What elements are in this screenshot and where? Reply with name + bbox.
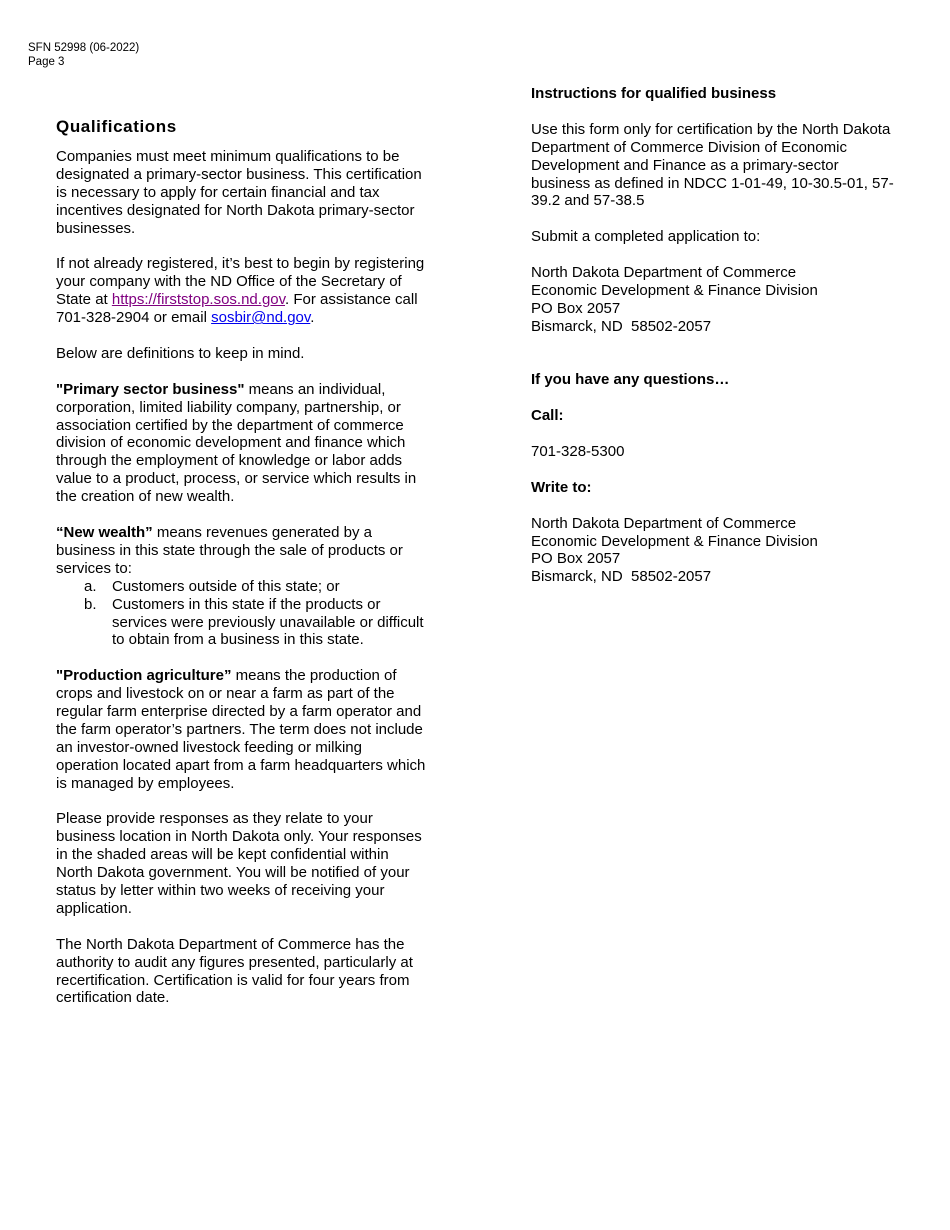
list-item — [56, 596, 428, 650]
right-column — [531, 85, 901, 604]
new-wealth-definition — [56, 524, 428, 578]
page-header — [28, 42, 139, 69]
definitions-intro: Below are definitions to keep in mind. — [56, 344, 305, 362]
submit-label: Submit a completed application to: — [531, 228, 761, 246]
form-number: SFN 52998 (06-2022) — [28, 42, 140, 54]
list-marker: b. — [84, 595, 97, 613]
address-line: PO Box 2057 — [531, 299, 621, 317]
phone-number: 701-328-5300 — [531, 443, 625, 461]
register-end: . — [310, 309, 315, 327]
address-line: Economic Development & Finance Division — [531, 532, 818, 550]
address-line: PO Box 2057 — [531, 550, 621, 568]
list-item-text: Customers outside of this state; or — [112, 577, 340, 595]
write-address — [531, 515, 901, 587]
spacer — [531, 354, 901, 372]
write-label: Write to: — [531, 478, 592, 496]
primary-sector-text: means an individual, corporation, limited liability company, partnership, or association certified by the department of commerce division of economic development and finance which through the employment of knowledge or labor adds value to a product, process, or service which results in the creation of new wealth. — [56, 380, 417, 506]
address-line: Bismarck, ND 58502-2057 — [531, 568, 712, 586]
audit-paragraph: The North Dakota Department of Commerce has the authority to audit any figures presented, particularly at recertification. Certification is valid for four years from certification date. — [56, 935, 413, 1007]
register-text: If not already registered, it’s best to begin by registering your company with the ND Office of the Secretary of State at — [56, 255, 425, 309]
list-item — [56, 578, 428, 596]
left-column — [56, 116, 428, 1025]
intro-paragraph: Companies must meet minimum qualifications to be designated a primary-sector business. This certification is necessary to apply for certain financial and tax incentives designated for North Dakota primary-sector businesses. — [56, 148, 422, 237]
production-agriculture-text: means the production of crops and livestock on or near a farm as part of the regular farm enterprise directed by a farm operator and the farm operator’s partners. The term does not include an investor-owned livestock feeding or milking operation located apart from a farm headquarters which is managed by employees. — [56, 667, 426, 792]
new-wealth-text: means revenues generated by a business in this state through the sale of products or services to: — [56, 523, 403, 577]
questions-heading: If you have any questions… — [531, 371, 730, 389]
production-agriculture-definition — [56, 667, 428, 792]
instructions-heading: Instructions for qualified business — [531, 85, 777, 102]
responses-paragraph: Please provide responses as they relate to your business location in North Dakota only. Your responses in the shaded areas will be kept confidential within North Dakota government. You will be notified of your status by letter within two weeks of receiving your application. — [56, 810, 422, 917]
firststop-link[interactable]: https://firststop.sos.nd.gov — [111, 291, 286, 309]
address-line: Bismarck, ND 58502-2057 — [531, 317, 712, 335]
instructions-text: Use this form only for certification by the North Dakota Department of Commerce Division of Economic Development and Finance as a primary-sector business as defined in NDCC 1-01-49, 10-30.5-01, 57-39.2 and 57-38.5 — [531, 120, 894, 210]
address-line: North Dakota Department of Commerce — [531, 264, 797, 282]
page-number: Page 3 — [28, 55, 65, 68]
list-marker: a. — [84, 577, 97, 595]
submit-address — [531, 264, 901, 336]
primary-sector-definition — [56, 381, 428, 506]
email-link[interactable]: sosbir@nd.gov — [211, 309, 311, 327]
register-paragraph — [56, 255, 428, 327]
list-item-text: Customers in this state if the products or services were previously unavailable or difficult to obtain from a business in this state. — [112, 595, 424, 649]
primary-sector-term: "Primary sector business" — [56, 380, 245, 398]
address-line: North Dakota Department of Commerce — [531, 514, 797, 532]
new-wealth-term: “New wealth” — [56, 523, 153, 541]
qualifications-title: Qualifications — [56, 117, 177, 136]
call-label: Call: — [531, 407, 564, 425]
register-assist-text: . For assistance call 701-328-2904 or email — [56, 291, 418, 327]
new-wealth-list — [56, 578, 428, 650]
address-line: Economic Development & Finance Division — [531, 281, 818, 299]
production-agriculture-term: "Production agriculture” — [56, 667, 232, 685]
